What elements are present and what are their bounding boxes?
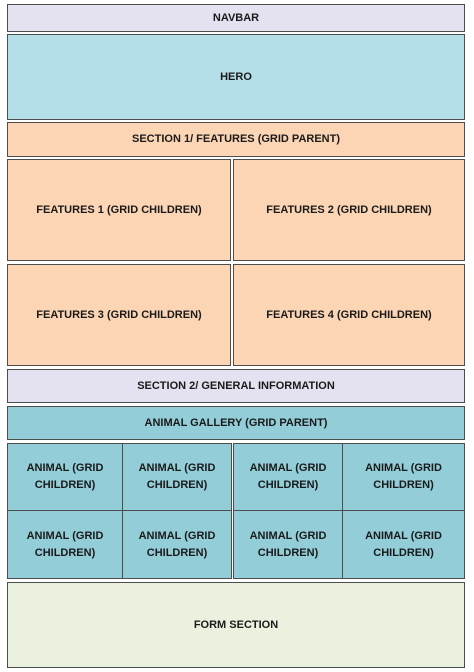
gallery-header	[7, 406, 465, 440]
section2-block	[7, 369, 465, 403]
form-section-label: FORM SECTION	[193, 618, 279, 631]
feature-card-1	[7, 159, 231, 261]
animal-label: ANIMAL (GRID CHILDREN)	[26, 529, 104, 559]
animal-card-3	[233, 443, 343, 511]
animal-label: ANIMAL (GRID CHILDREN)	[365, 529, 442, 559]
form-section-block	[7, 582, 465, 668]
animal-card-2	[122, 443, 232, 511]
animal-label: ANIMAL (GRID CHILDREN)	[365, 462, 442, 491]
section2-label: SECTION 2/ GENERAL INFORMATION	[137, 379, 335, 392]
animal-label: ANIMAL (GRID CHILDREN)	[249, 462, 327, 491]
section1-header	[7, 122, 465, 157]
animal-label: ANIMAL (GRID CHILDREN)	[138, 462, 216, 491]
animal-card-5	[7, 510, 123, 579]
animal-card-1	[7, 443, 123, 511]
hero-block	[7, 34, 465, 120]
animal-card-6	[122, 510, 232, 579]
feature-label: FEATURES 2 (GRID CHILDREN)	[266, 203, 432, 216]
navbar-label: NAVBAR	[212, 11, 260, 24]
animal-card-4	[342, 443, 465, 511]
feature-card-4	[233, 264, 465, 366]
gallery-label: ANIMAL GALLERY (GRID PARENT)	[144, 416, 328, 429]
feature-card-2	[233, 159, 465, 261]
animal-label: ANIMAL (GRID CHILDREN)	[138, 529, 216, 559]
animal-card-8	[342, 510, 465, 579]
animal-label: ANIMAL (GRID CHILDREN)	[249, 529, 327, 559]
feature-label: FEATURES 1 (GRID CHILDREN)	[36, 203, 202, 216]
animal-label: ANIMAL (GRID CHILDREN)	[26, 462, 104, 491]
feature-card-3	[7, 264, 231, 366]
feature-label: FEATURES 3 (GRID CHILDREN)	[36, 308, 202, 321]
section1-label: SECTION 1/ FEATURES (GRID PARENT)	[132, 133, 340, 145]
navbar-block	[7, 4, 465, 32]
animal-card-7	[233, 510, 343, 579]
hero-label: HERO	[220, 70, 252, 83]
feature-label: FEATURES 4 (GRID CHILDREN)	[266, 308, 432, 321]
